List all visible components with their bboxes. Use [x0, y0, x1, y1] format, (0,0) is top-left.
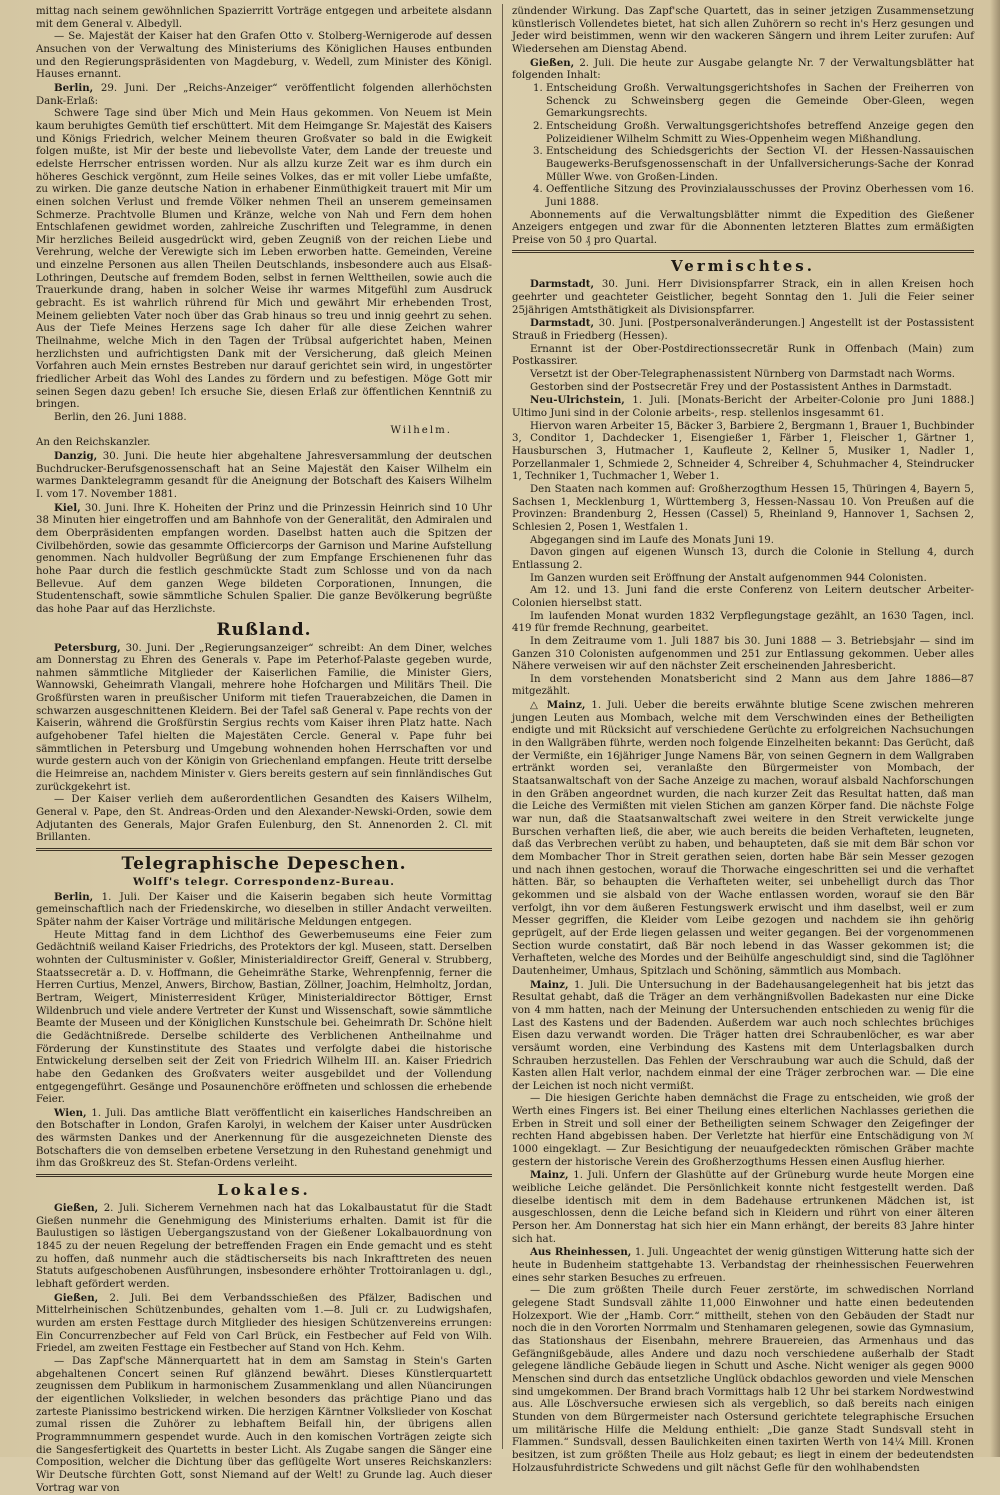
- paragraph: zündender Wirkung. Das Zapf'sche Quartett, das in seiner jetzigen Zusammensetzung künstlerisch Vollendetes bietet, hat sich allen Zuhörern so recht in's Herz gesungen und Jeder wird beistimmen, wenn wir den wackeren Sängern und ihrem Leiter zurufen: Auf Wiedersehen am Dienstag Abend.: [512, 6, 974, 55]
- news-item: [36, 1202, 492, 1292]
- section-heading-russland: Rußland.: [216, 619, 312, 640]
- dateline-place: Neu-Ulrichstein,: [530, 394, 625, 407]
- paragraph: — Der Kaiser verlieh dem außerordentlichen Gesandten des Kaisers Wilhelm, General v. Pape, den St. Andreas-Orden und den Alexander-Newski-Orden, sowie dem Adjutanten des Generals, Major Grafen Eulenburg, den St. Annenorden 2. Cl. mit Brillanten.: [36, 794, 492, 844]
- dateline-place: Danzig,: [54, 449, 98, 462]
- paragraph: Abonnements auf die Verwaltungsblätter nimmt die Expedition des Gießener Anzeigers entgegen und zwar für die Abonnenten letzteren Blattes zum ermäßigten Preise von 50 ₰ pro Quartal.: [512, 209, 974, 246]
- dateline-place: Darmstadt,: [530, 317, 595, 330]
- section-heading-lokales: Lokales.: [217, 1181, 311, 1200]
- news-text: 2. Juli. Bei dem Verbandsschießen des Pfälzer, Badischen und Mittelrheinischen Schützenbundes, gehalten vom 1.—8. Juli cr. zu Ludwigshafen, wurden am ersten Festtage durch Mitglieder des hiesigen Schützenvereins errungen: Ein Concurrenzbecher auf Feld von Carl Brück, ein Festbecher auf Feld von Wilh. Friedel, am zweiten Festtage ein Festbecher auf Stand von Hch. Kehm.: [36, 1292, 492, 1355]
- list-item: 4. Oeffentliche Sitzung des Provinzialausschusses der Provinz Oberhessen vom 16. Juni 1888.: [546, 184, 974, 209]
- paragraph: Davon gingen auf eigenen Wunsch 13, durch die Colonie in Stellung 4, durch Entlassung 2.: [512, 547, 974, 571]
- paragraph: — Die hiesigen Gerichte haben demnächst die Frage zu entscheiden, wie groß der Werth eines Fingers ist. Bei einer Theilung eines elterlichen Nachlasses geriethen die Erben in Streit und soll einer der Betheiligten seinem Schwager den Zeigefinger der rechten Hand abgebissen haben. Der Verletzte hat hierfür eine Entschädigung von ℳ 1000 eingeklagt. — Zur Besichtigung der neuaufgedeckten römischen Gräber machte gestern der historische Verein des Großherzogthums Hessen einen Ausflug hierher.: [512, 1093, 974, 1168]
- paragraph: Ernannt ist der Ober-Postdirectionssecretär Runk in Offenbach (Main) zum Postkassirer.: [512, 343, 974, 368]
- paragraph: Versetzt ist der Ober-Telegraphenassistent Nürnberg von Darmstadt nach Worms.: [530, 369, 956, 381]
- decree-text: Schwere Tage sind über Mich und Mein Haus gekommen. Von Neuem ist Mein kaum beruhigtes Gemüth tief erschüttert. Mit dem Heimgange Sr. Majestät des Kaisers und Königs Friedrich, welcher Meinem theuren Großvater so bald in die Ewigkeit folgen mußte, ist Mir der beste und liebevollste Vater, dem Lande der treueste und edelste Herrscher entrissen worden. Nur als allzu kurze Zeit war es ihm durch ein höheres Geschick vergönnt, zum Heile seines Volkes, das er mit voller Liebe umfaßte, zu wirken. Die ganze deutsche Nation in erhabener Einmüthigkeit trauert mit Mir um einen solchen Verlust und fremde Völker nehmen Theil an unserem gemeinsamen Schmerze. Prachtvolle Blumen und Kränze, welche von Nah und Fern dem hohen Entschlafenen gewidmet worden, zahlreiche Zuschriften und Telegramme, in denen Mir herzliches Beileid ausgedrückt wird, geben Zeugniß von der reichen Liebe und Verehrung, welche der Verewigte sich im Leben erworben hatte. Gemeinden, Vereine und einzelne Personen aus allen Theilen Deutschlands, insbesondere auch aus Elsaß-Lothringen, Deutsche auf fremdem Boden, selbst in fernen Welttheilen, sowie auch die Trauerkunde drang, haben in solcher Weise ihr warmes Mitgefühl zum Ausdruck gebracht. Es ist wahrlich rührend für Mich und gewährt Mir erhebenden Trost, Meinem geliebten Vater noch über das Grab hinaus so treu und innig geehrt zu sehen. Aus der Tiefe Meines Herzens sage Ich daher für alle diese Zeichen wahrer Theilnahme, welche Mich in den Tagen der Trübsal aufgerichtet haben, Meinen herzlichsten und aufrichtigsten Dank mit der Versicherung, daß gleich Meinen Vorfahren auch Mein ernstes Bestreben nur darauf gerichtet sein wird, in ungestörter friedlicher Arbeit das Wohl des Landes zu fördern und zu befestigen. Möge Gott mir seinen Segen dazu geben! Ich ersuche Sie, diesen Erlaß zur öffentlichen Kenntniß zu bringen.: [36, 108, 492, 411]
- dateline-place: Petersburg,: [54, 641, 121, 654]
- news-item: [512, 394, 974, 420]
- news-item: [512, 57, 974, 83]
- news-text: 30. Juni. [Postpersonalveränderungen.] Angestellt ist der Postassistent Strauß in Friedberg (Hessen).: [512, 318, 974, 343]
- left-column: [36, 6, 493, 1494]
- dateline-place: Gießen,: [530, 56, 575, 69]
- dateline-place: Mainz,: [530, 1169, 569, 1182]
- section-heading-vermischtes: Vermischtes.: [671, 257, 815, 276]
- news-text: 30. Juni. Ihre K. Hoheiten der Prinz und die Prinzessin Heinrich sind 10 Uhr 38 Minuten hier eingetroffen und am Bahnhofe von der Generalität, den Admiralen und dem Oberpräsidenten empfangen worden. Daselbst hatten auch die Spitzen der Civilbehörden, sowie das gesammte Officiercorps der Garnison und Marine Aufstellung genommen. Nach huldvoller Begrüßung der zum Empfange Erschienenen fuhr das hohe Paar durch die festlich geschmückte Stadt zum Schlosse und von da nach Bellevue. Auf dem ganzen Wege bildeten Corporationen, Innungen, die Studentenschaft, sowie sämmtliche Schulen Spalier. Die ganze Bevölkerung begrüßte das hohe Paar auf das Herzlichste.: [36, 502, 492, 615]
- news-text: 1. Juli. Der Kaiser und die Kaiserin begaben sich heute Vormittag gemeinschaftlich nach der Friedenskirche, wo dieselben in stiller Andacht verweilten. Später nahm der Kaiser Vorträge und militärische Meldungen entgegen.: [36, 891, 493, 928]
- news-item: [36, 1107, 492, 1171]
- news-item: [36, 502, 492, 617]
- paragraph: Hiervon waren Arbeiter 15, Bäcker 3, Barbiere 2, Bergmann 1, Brauer 1, Buchbinder 3, Conditor 1, Dachdecker 1, Eisengießer 1, Färber 1, Fleischer 1, Gärtner 1, Hausburschen 3, Hutmacher 1, Kaufleute 2, Kellner 5, Musiker 1, Nadler 1, Porzellanmaler 1, Schmiede 2, Schneider 4, Schreiber 4, Schuhmacher 4, Steindrucker 1, Techniker 1, Tuchmacher 1, Weber 1.: [512, 420, 974, 483]
- paragraph: Im laufenden Monat wurden 1832 Verpflegungstage gezählt, an 1630 Tagen, incl. 419 für fremde Rechnung, gearbeitet.: [512, 610, 974, 635]
- news-item: [36, 642, 492, 795]
- right-column: [512, 6, 974, 1474]
- paragraph: In dem vorstehenden Monatsbericht sind 2 Mann aus dem Jahre 1886—87 mitgezählt.: [512, 673, 974, 698]
- news-item: [36, 82, 492, 108]
- decree-addressee: An den Reichskanzler.: [36, 437, 151, 449]
- dateline-place: Gießen,: [54, 1291, 99, 1304]
- section-subheading: Wolff's telegr. Correspondenz-Bureau.: [133, 876, 395, 888]
- column-rule: [502, 4, 503, 1449]
- news-item: [512, 979, 974, 1094]
- paragraph: — Das Zapf'sche Männerquartett hat in dem am Samstag in Stein's Garten abgehaltenen Concert seinen Ruf glänzend bewährt. Dieses Künstlerquartett zeugnissen dem Publikum in harmonischem Zusammenklang und allen Nüancirungen der eigentlichen Volkslieder, in welchen besonders das prächtige Piano und das zarteste Pianissimo bestrickend wirken. Die herzigen Kärntner Volkslieder von Koschat zumal rissen die Zuhörer zu lebhaftem Beifall hin, der übrigens allen Programmnummern gespendet wurde. Auch in den komischen Vorträgen zeigte sich die Sangesfertigkeit des Quartetts in bester Licht. Als Zugabe sangen die Sänger eine Composition, welcher die Dichtung über das geflügelte Wort unseres Reichskanzlers: Wir Deutsche fürchten Gott, sonst Niemand auf der Welt! zu Grunde lag. Auch dieser Vortrag war von: [36, 1355, 492, 1494]
- paragraph: Abgegangen sind im Laufe des Monats Juni 19.: [530, 534, 775, 546]
- dateline-place: Berlin,: [54, 81, 94, 94]
- news-text: 2. Juli. Sicherem Vernehmen nach hat das Lokalbaustatut für die Stadt Gießen nunmehr die Genehmigung des Ministeriums erhalten. Damit ist für die Baulustigen so lästigen Uebergangszustand von der Gießener Lokalbauordnung von 1845 zu der neuen Regelung der betreffenden Fragen ein Ende gemacht und es steht zu hoffen, daß nunmehr auch die städtischerseits bis nach Inkrafttreten des neuen Statuts aufgeschobenen Ausführungen, insbesondere erhöhter Trottoiranlagen u. dgl., lebhaft gefördert werden.: [36, 1203, 492, 1291]
- paragraph: mittag nach seinem gewöhnlichen Spazierritt Vorträge entgegen und arbeitete alsdann mit dem General v. Albedyll.: [36, 6, 492, 30]
- dateline-place: Kiel,: [54, 501, 81, 514]
- paragraph: — Die zum größten Theile durch Feuer zerstörte, im schwedischen Norrland gelegene Stadt Sundsvall zählte 11,000 Einwohner und hatte einen bedeutenden Holzexport. Wie der „Hamb. Corr.“ mittheilt, stehen von den Gebäuden der Stadt nur noch die in den Vororten Norrmalm und Stenhamaren gelegenen, sowie das Gymnasium, das Stationshaus der Eisenbahn, mehrere Brauereien, das Armenhaus und das Gefängnißgebäude, alles Andere und dazu noch verschiedene außerhalb der Stadt gelegene ländliche Gebäude liegen in Schutt und Asche. Nicht weniger als gegen 9000 Menschen sind durch das entsetzliche Unglück obdachlos geworden und viele Menschen sind umgekommen. Der Brand brach Vormittags halb 12 Uhr bei starkem Nordwestwind aus. Alle Löschversuche erwiesen sich als vergeblich, so daß bereits nach einigen Stunden von dem Bürgermeister nach Ostersund gerichtete telegraphische Ersuchen um militärische Hilfe die Meldung enthielt: „Die ganze Stadt Sundsvall steht in Flammen.“ Sundsvall, dessen Baulichkeiten einen taxirten Werth von 14¼ Mill. Kronen besitzen, ist zum größten Theile aus Holz gebaut; es liegt in einem der bedeutendsten Holzausfuhrdistricte Schwedens und gilt nächst Gefle für den wohlhabendsten: [512, 1285, 974, 1474]
- news-text: 2. Juli. Die heute zur Ausgabe gelangte Nr. 7 der Verwaltungsblätter hat folgenden Inhalt:: [512, 57, 974, 82]
- divider: [512, 250, 974, 253]
- divider: [36, 1174, 492, 1177]
- paragraph: — Se. Majestät der Kaiser hat den Grafen Otto v. Stolberg-Wernigerode auf dessen Ansuchen von der Verwaltung des Ministeriums des Königlichen Hauses entbunden und den Regierungspräsidenten von Magdeburg, v. Wedell, zum Minister des Königl. Hauses ernannt.: [36, 31, 492, 81]
- news-item: [512, 317, 974, 343]
- news-item: [512, 699, 974, 978]
- news-text: 1. Juli. Die Untersuchung in der Badehausangelegenheit hat bis jetzt das Resultat gehabt, daß die Träger an dem verhängnißvollen Badekasten nur eine Dicke von 4 mm hatten, nach der Meinung der Untersuchenden entschieden zu wenig für die Last des Kastens und der Badenden. Außerdem war auch noch schlechtes brüchiges Eisen dazu verwandt worden. Die Träger hatten drei Schraubenlöcher, es war aber versäumt worden, eine Verbindung des Kastens mit dem Unterlagsbalken durch Schrauben herzustellen. Das Fehlen der Verschraubung war auch die Schuld, daß der Kasten allen Halt verlor, nachdem einmal der eine Träger zerbrochen war. — Die eine der Leichen ist noch nicht vermißt.: [512, 979, 974, 1092]
- list-item: 1. Entscheidung Großh. Verwaltungsgerichtshofes in Sachen der Freiherren von Schenck zu Schweinsberg gegen die Gemeinde Ober-Gleen, wegen Gemarkungsrechts.: [546, 83, 974, 121]
- news-item: [36, 891, 492, 930]
- news-text: 1. Juli. [Monats-Bericht der Arbeiter-Colonie pro Juni 1888.] Ultimo Juni sind in der Colonie arbeits-, resp. stellenlos insgesammt 61.: [512, 395, 974, 420]
- dateline-place: Mainz,: [530, 978, 569, 991]
- paragraph: Gestorben sind der Postsecretär Frey und der Postassistent Anthes in Darmstadt.: [530, 381, 952, 393]
- paragraph: Am 12. und 13. Juni fand die erste Conferenz von Leitern deutscher Arbeiter-Colonien hierselbst statt.: [512, 585, 974, 609]
- paragraph: In dem Zeitraume vom 1. Juli 1887 bis 30. Juni 1888 — 3. Betriebsjahr — sind im Ganzen 310 Colonisten aufgenommen und 251 zur Entlassung gekommen. Ueber alles Nähere verweisen wir auf den nächster Zeit erscheinenden Jahresbericht.: [512, 635, 974, 673]
- page-edge-shadow: [990, 0, 1000, 1457]
- news-text: 1. Juli. Das amtliche Blatt veröffentlicht ein kaiserliches Handschreiben an den Botschafter in London, Grafen Karolyi, in welchem der Kaiser unter Ausdrücken des wärmsten Dankes und der Anerkennung für die ausgezeichneten Dienste des Botschafters die von demselben erbetene Versetzung in den Ruhestand genehmigt und ihm das Großkreuz des St. Stefan-Ordens verleiht.: [36, 1107, 492, 1170]
- list-item: 2. Entscheidung Großh. Verwaltungsgerichtshofes betreffend Anzeige gegen den Polizeidiener Wilhelm Schmitt zu Wies-Oppenheim wegen Mißhandlung.: [546, 121, 974, 146]
- news-item: [512, 1246, 974, 1285]
- dateline-place: Gießen,: [54, 1202, 99, 1215]
- news-text: 1. Juli. Unfern der Glashütte auf der Grüneburg wurde heute Morgen eine weibliche Leiche geländet. Die Persönlichkeit konnte nicht festgestellt werden. Daß dieselbe identisch mit dem in dem Badehause ertrunkenen Mädchen ist, ist ausgeschlossen, denn die Leiche befand sich in Kleidern und rührt von einer älteren Person her. Am Donnerstag hat sich hier ein Mann erhängt, der bereits 83 Jahre hinter sich hat.: [512, 1170, 974, 1245]
- section-heading-telegraph: Telegraphische Depeschen.: [121, 854, 407, 874]
- news-text: 1. Juli. Ungeachtet der wenig günstigen Witterung hatte sich der heute in Budenheim stattgehabte 13. Verbandstag der rheinhessischen Feuerwehren eines sehr starken Besuches zu erfreuen.: [512, 1247, 974, 1284]
- list-item: 3. Entscheidung des Schiedsgerichts der Section VI. der Hessen-Nassauischen Baugewerks-Berufsgenossenschaft in der Unfallversicherungs-Sache der Konrad Müller Wwe. von Großen-Linden.: [546, 146, 974, 184]
- news-item: [512, 1169, 974, 1246]
- contents-list: [512, 83, 974, 210]
- news-text: 29. Juni. Der „Reichs-Anzeiger“ veröffentlicht folgenden allerhöchsten Dank-Erlaß:: [36, 82, 493, 107]
- dateline-place: △ Mainz,: [530, 699, 586, 712]
- paragraph: Den Staaten nach kommen auf: Großherzogthum Hessen 15, Thüringen 4, Bayern 5, Sachsen 1, Mecklenburg 1, Württemberg 3, Hessen-Nassau 10. Von Preußen auf die Provinzen: Brandenburg 2, Hessen (Cassel) 5, Rheinland 9, Hannover 1, Sachsen 2, Schlesien 2, Posen 1, Westfalen 1.: [512, 483, 974, 533]
- news-item: [36, 450, 492, 502]
- dateline-place: Darmstadt,: [530, 278, 595, 291]
- dateline-place: Berlin,: [54, 890, 94, 903]
- decree-signature: Wilhelm.: [390, 424, 452, 436]
- news-item: [512, 278, 974, 317]
- paragraph: Im Ganzen wurden seit Eröffnung der Anstalt aufgenommen 944 Colonisten.: [530, 572, 927, 584]
- dateline-place: Wien,: [54, 1106, 87, 1119]
- divider: [36, 848, 492, 851]
- paragraph: Heute Mittag fand in dem Lichthof des Gewerbemuseums eine Feier zum Gedächtniß weiland Kaiser Friedrichs, des Protektors der kgl. Museen, statt. Derselben wohnten der Cultusminister v. Goßler, Ministerialdirector Greiff, General v. Strubberg, Staatssecretär a. D. v. Hoffmann, die Geheimräthe Starke, Wehrenpfennig, ferner die Herren Curtius, Menzel, Anwers, Birchow, Bastian, Zöllner, Joachim, Helmholtz, Jordan, Bertram, Weigert, Ministerresident Krüger, Ministerialdirector Böttiger, Ernst Wildenbruch und viele andere Vertreter der Kunst und Wissenschaft, sowie sämmtliche Beamte der Museen und der Königlichen Kunstschule bei. Geheimrath Dr. Schöne hielt die Gedächtnißrede. Derselbe schilderte des Verblichenen Antheilnahme und Förderung der Kunstinstitute des Staates und verfolgte dabei die historische Entwickelung derselben seit der Zeit von Friedrich Wilhelm III. an. Kaiser Friedrich habe den Gedanken des Großvaters weiter ausgebildet und der Vollendung entgegengeführt. Gesänge und Posaunenchöre eröffneten und schlossen die erhebende Feier.: [36, 929, 492, 1106]
- news-text: 30. Juni. Die heute hier abgehaltene Jahresversammlung der deutschen Buchdrucker-Berufsgenossenschaft hat an Seine Majestät den Kaiser Wilhelm ein warmes Danktelegramm gesandt für die Aneignung der Botschaft des Kaisers Wilhelm I. vom 17. November 1881.: [36, 450, 492, 500]
- news-text: 1. Juli. Ueber die bereits erwähnte blutige Scene zwischen mehreren jungen Leuten aus Mombach, welche mit dem Verschwinden eines der Betheiligten endigte und mit Rücksicht auf verschiedene Gerüchte zu erfolgreichen Nachsuchungen in den Wallgräben führte, werden noch folgende Einzelheiten bekannt: Das Gerücht, daß der Vermißte, ein 16jähriger Junge Namens Bär, von seinen Gegnern in dem Wallgraben ertränkt worden sei, veranlaßte den Bürgermeister von Mombach, der Staatsanwaltschaft von der Sache Anzeige zu machen, worauf alsbald Nachforschungen in den Gräben angeordnet wurden, die nach kurzer Zeit das Resultat hatten, daß man die Leiche des Vermißten mit vielen Stichen am ganzen Körper fand. Die nächste Folge war nun, daß die Staatsanwaltschaft zwei weitere in den Streit verwickelte junge Burschen verhaften ließ, die aber, wie auch bereits die beiden Verhafteten, leugneten, daß das Verbrechen verübt zu haben, und behaupteten, daß sie mit dem Bär schon vor dem Mombacher Thor in Streit gerathen seien, dorten habe Bär sein Messer gezogen und nach ihnen gestochen, worauf die Thorwache eingeschritten sei und die verhaftet hätten. Bär, so behaupten die Verhafteten weiter, sei unbehelligt durch das Thor gekommen und sie alsbald von der Wache entlassen worden, worauf sie den Bär verfolgt, ihn vor dem äußeren Festungswerk erwischt und ihm daselbst, weil er zum Messer gegriffen, die Kleider vom Leibe gezogen und nachdem sie ihn gehörig geprügelt, auf der Erde liegen gelassen und weiter gegangen. Bei der vorgenommenen Section wurde constatirt, daß Bär noch lebend in das Wasser gekommen ist; die Verhafteten, welche des Mordes und der Beihülfe angeschuldigt sind, sind die Taglöhner Dautenheimer, Umhaus, Spitzlach und Schöning, sämmtlich aus Mombach.: [512, 700, 974, 977]
- dateline-place: Aus Rheinhessen,: [530, 1246, 632, 1259]
- news-text: 30. Juni. Herr Divisionspfarrer Strack, ein in allen Kreisen hoch geehrter und geachteter Geistlicher, begeht Sonntag den 1. Juli die Feier seiner 25jährigen Amtsthätigkeit als Divisionspfarrer.: [512, 279, 974, 316]
- news-item: [36, 1292, 492, 1356]
- decree-date: Berlin, den 26. Juni 1888.: [54, 412, 187, 423]
- news-text: 30. Juni. Der „Regierungsanzeiger“ schreibt: An dem Diner, welches am Donnerstag zu Ehren des Generals v. Pape im Peterhof-Palaste gegeben wurde, nahmen sämmtliche Mitglieder der Kaiserlichen Familie, die Minister Giers, Wannowski, Geheimrath Vlangali, mehrere hohe Hofchargen und Militärs Theil. Die Großfürsten waren in preußischer Uniform mit tiefen Trauerabzeichen, die Damen in schwarzen ausgeschnittenen Kleidern. Bei der Tafel saß General v. Pape rechts von der Kaiserin, während die Großfürstin Sergius rechts vom Kaiser ihren Platz hatte. Nach aufgehobener Tafel hielten die Majestäten Cercle. General v. Pape fuhr bei sämmtlichen in Petersburg und Umgebung wohnenden hohen Herrschaften vor und wurde gestern auch von der Königin von Griechenland empfangen. Heute tritt derselbe die Heimreise an, nachdem Minister v. Giers bereits gestern auf sein finnländisches Gut zurückgekehrt ist.: [36, 642, 493, 793]
